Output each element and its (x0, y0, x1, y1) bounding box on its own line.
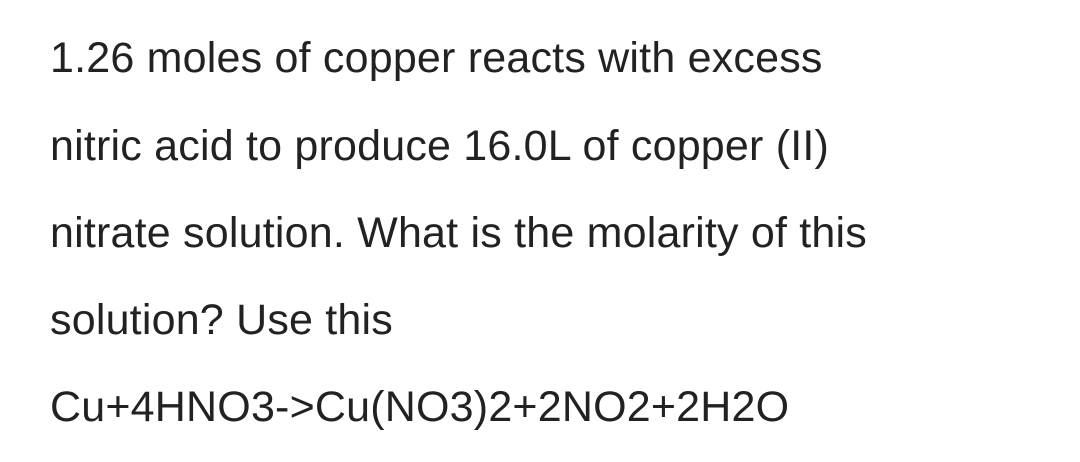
question-line-1: 1.26 moles of copper reacts with excess (50, 34, 823, 82)
question-line-4: solution? Use this (50, 296, 394, 344)
question-line-2: nitric acid to produce 16.0L of copper (II) (50, 122, 830, 170)
chemical-equation: Cu+4HNO3->Cu(NO3)2+2NO2+2H2O (50, 383, 790, 431)
question-line-3: nitrate solution. What is the molarity of this (50, 209, 867, 257)
